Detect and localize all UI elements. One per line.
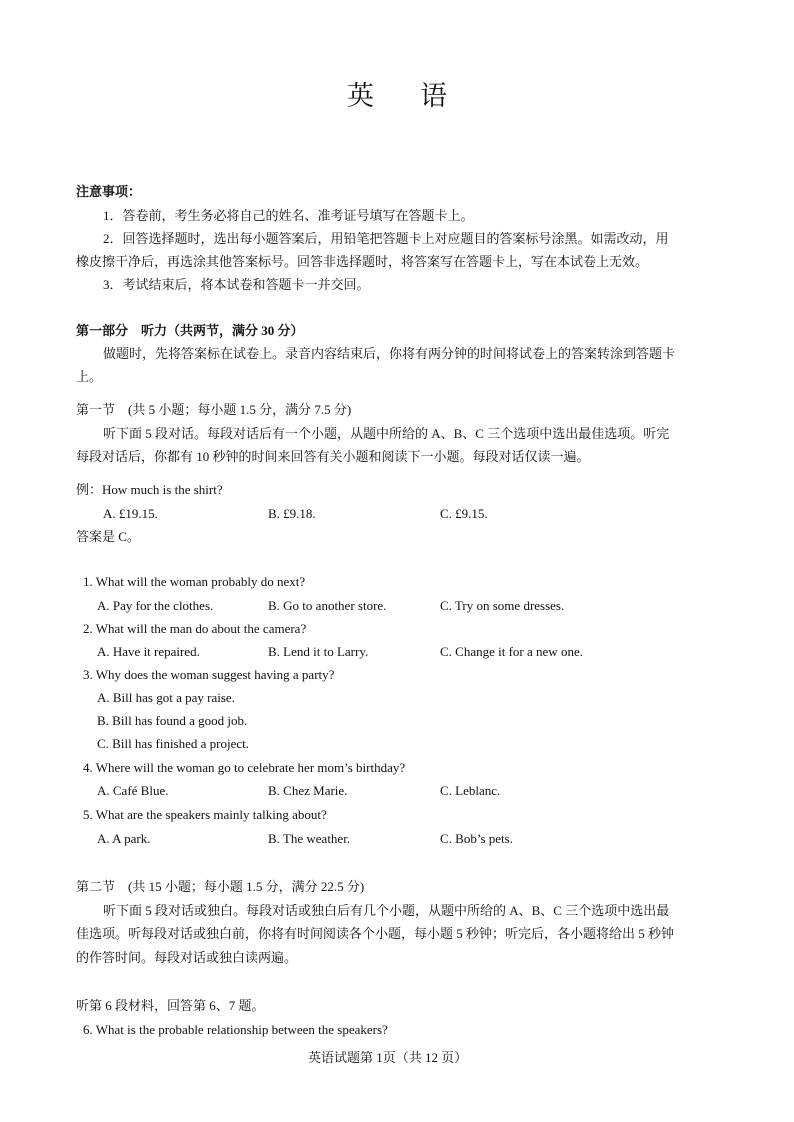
example-option-c: C. £9.15.	[440, 506, 488, 521]
q4-option-b: B. Chez Marie.	[268, 783, 348, 798]
q3-option-b: B. Bill has found a good job.	[97, 713, 248, 728]
notice-item-1: 1．答卷前，考生务必将自己的姓名、准考证号填写在答题卡上。	[103, 208, 474, 223]
page-footer: 英语试题第 1页（共 12 页）	[308, 1050, 468, 1065]
part1-heading: 第一部分 听力（共两节，满分 30 分）	[76, 323, 304, 338]
part1-intro-line-2: 上。	[76, 369, 103, 384]
example-answer: 答案是 C。	[76, 529, 140, 544]
q1-option-c: C. Try on some dresses.	[440, 598, 565, 613]
q3-option-c: C. Bill has finished a project.	[97, 736, 250, 751]
notice-item-2-line-1: 2．回答选择题时，选出每小题答案后，用铅笔把答题卡上对应题目的答案标号涂黑。如需改动，用	[103, 231, 669, 246]
notice-heading: 注意事项：	[76, 184, 142, 199]
q3-option-a: A. Bill has got a pay raise.	[97, 690, 235, 705]
section1-intro-line-2: 每段对话后，你都有 10 秒钟的时间来回答有关小题和阅读下一小题。每段对话仅读一遍。	[76, 449, 590, 464]
q5-option-c: C. Bob’s pets.	[440, 831, 513, 846]
q4-option-a: A. Café Blue.	[97, 783, 169, 798]
question-4: 4. Where will the woman go to celebrate her mom’s birthday?	[83, 760, 406, 775]
question-1: 1. What will the woman probably do next?	[83, 574, 306, 589]
example-option-a: A. £19.15.	[103, 506, 158, 521]
notice-item-2-line-2: 橡皮擦干净后，再选涂其他答案标号。回答非选择题时，将答案写在答题卡上，写在本试卷上无效。	[76, 254, 649, 269]
section2-intro-line-1: 听下面 5 段对话或独白。每段对话或独白后有几个小题，从题中所给的 A、B、C 三个选项中选出最	[103, 903, 670, 918]
section1-heading: 第一节 (共 5 小题；每小题 1.5 分，满分 7.5 分)	[76, 402, 352, 417]
question-2: 2. What will the man do about the camera?	[83, 621, 307, 636]
q5-option-b: B. The weather.	[268, 831, 351, 846]
q4-option-c: C. Leblanc.	[440, 783, 501, 798]
q2-option-a: A. Have it repaired.	[97, 644, 200, 659]
notice-item-3: 3．考试结束后，将本试卷和答题卡一并交回。	[103, 277, 370, 292]
part1-intro-line-1: 做题时，先将答案标在试卷上。录音内容结束后，你将有两分钟的时间将试卷上的答案转涂到答题卡	[103, 346, 676, 361]
question-5: 5. What are the speakers mainly talking about?	[83, 807, 327, 822]
section1-intro-line-1: 听下面 5 段对话。每段对话后有一个小题，从题中所给的 A、B、C 三个选项中选出最佳选项。听完	[103, 426, 670, 441]
question-3: 3. Why does the woman suggest having a party?	[83, 667, 335, 682]
example-option-b: B. £9.18.	[268, 506, 316, 521]
q2-option-b: B. Lend it to Larry.	[268, 644, 369, 659]
section2-heading: 第二节 (共 15 小题；每小题 1.5 分，满分 22.5 分)	[76, 879, 365, 894]
title-char-2: 语	[420, 81, 447, 111]
q1-option-a: A. Pay for the clothes.	[97, 598, 214, 613]
question-6: 6. What is the probable relationship between the speakers?	[83, 1022, 388, 1037]
q1-option-b: B. Go to another store.	[268, 598, 387, 613]
example-question: 例：How much is the shirt?	[76, 482, 223, 497]
title-char-1: 英	[347, 81, 374, 111]
section2-intro-line-3: 的作答时间。每段对话或独白读两遍。	[76, 950, 298, 965]
material-6-instruction: 听第 6 段材料，回答第 6、7 题。	[76, 998, 265, 1013]
section2-intro-line-2: 佳选项。听每段对话或独白前，你将有时间阅读各个小题，每小题 5 秒钟；听完后，各小题将给出 5 秒钟	[76, 926, 675, 941]
q2-option-c: C. Change it for a new one.	[440, 644, 583, 659]
q5-option-a: A. A park.	[97, 831, 151, 846]
